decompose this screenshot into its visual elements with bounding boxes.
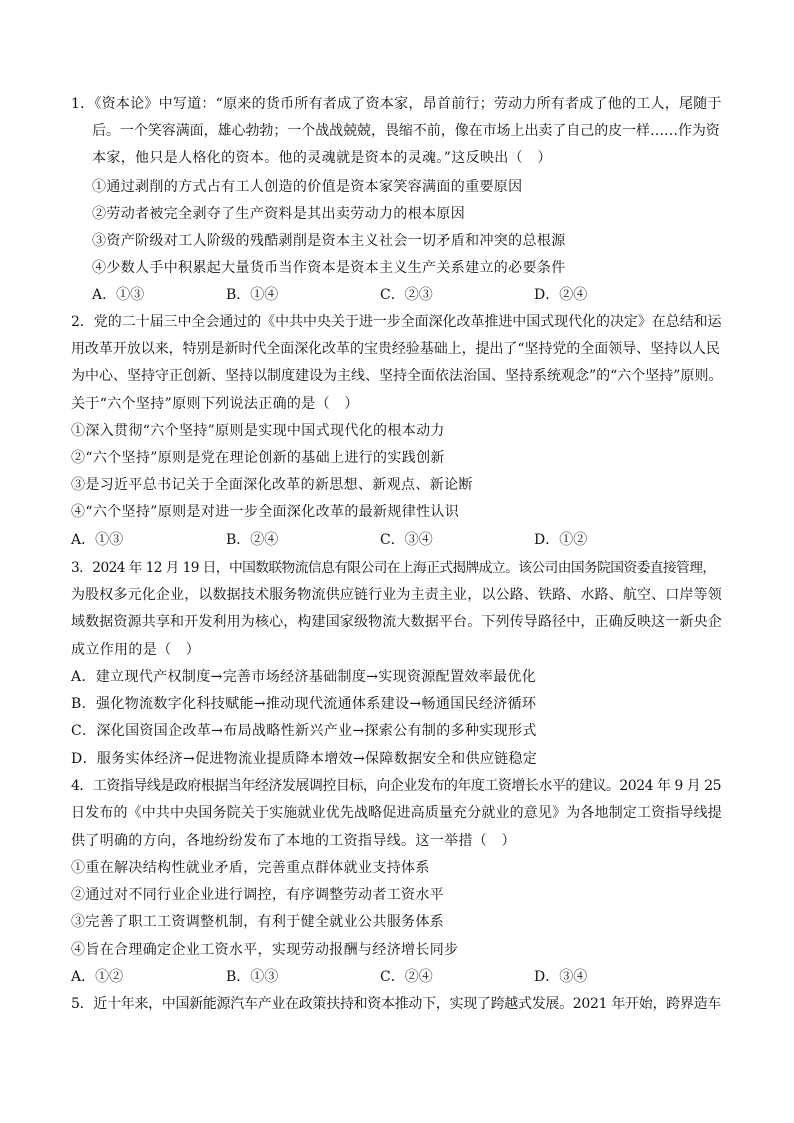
- q4-option-a: A．①②: [71, 969, 124, 985]
- q4-statement-1: ①重在解决结构性就业矛盾，完善重点群体就业支持体系: [71, 860, 430, 876]
- q1-statement-4: ④少数人手中积累起大量货币当作资本是资本主义生产关系建立的必要条件: [92, 260, 566, 276]
- q4-statement-2: ②通过对不同行业企业进行调控，有序调整劳动者工资水平: [71, 887, 445, 903]
- q1-statement-1: ①通过剥削的方式占有工人创造的价值是资本家笑容满面的重要原因: [92, 179, 523, 195]
- q2-option-c: C．③④: [380, 532, 433, 548]
- q1-stem-line-2: 后。一个笑容满面，雄心勃勃；一个战战兢兢，畏缩不前，像在市场上出卖了自己的皮一样……作为资: [92, 123, 720, 139]
- q2-stem-line-4: 关于“六个坚持”原则下列说法正确的是（ ）: [71, 396, 359, 412]
- q2-statement-3: ③是习近平总书记关于全面深化改革的新思想、新观点、新论断: [71, 477, 473, 493]
- q4-option-d: D．③④: [534, 969, 588, 985]
- q2-stem-line-2: 用改革开放以来，特别是新时代全面深化改革的宝贵经验基础上，提出了“坚持党的全面领导、坚持以人民: [71, 341, 720, 357]
- q3-option-b: B．强化物流数字化科技赋能→推动现代流通体系建设→畅通国民经济循环: [71, 696, 537, 712]
- q1-statement-3: ③资产阶级对工人阶级的残酷剥削是资本主义社会一切矛盾和冲突的总根源: [92, 233, 566, 249]
- q3-option-c: C．深化国资国企改革→布局战略性新兴产业→探索公有制的多种实现形式: [71, 723, 537, 739]
- q1-option-a: A．①③: [92, 287, 145, 303]
- q3-option-a: A．建立现代产权制度→完善市场经济基础制度→实现资源配置效率最优化: [71, 669, 537, 685]
- q1-stem-line-1: 1．《资本论》中写道：“原来的货币所有者成了资本家，昂首前行；劳动力所有者成了他的工人，尾随于: [71, 96, 722, 112]
- q1-option-b: B．①④: [226, 287, 279, 303]
- q4-statement-3: ③完善了职工工资调整机制，有利于健全就业公共服务体系: [71, 914, 445, 930]
- q4-stem-line-1: 4．工资指导线是政府根据当年经济发展调控目标，向企业发布的年度工资增长水平的建议。2024 年 9 月 25: [71, 778, 722, 794]
- q4-stem-line-3: 供了明确的方向，各地纷纷发布了本地的工资指导线。这一举措（ ）: [71, 833, 516, 849]
- q2-option-d: D．①②: [534, 532, 588, 548]
- q3-option-d: D．服务实体经济→促进物流业提质降本增效→保障数据安全和供应链稳定: [71, 751, 538, 767]
- q3-stem-line-3: 域数据资源共享和开发利用为核心，构建国家级物流大数据平台。下列传导路径中，正确反映这一新央企: [71, 614, 722, 630]
- q1-stem-line-3: 本家，他只是人格化的资本。他的灵魂就是资本的灵魂。”这反映出（ ）: [92, 150, 552, 166]
- q2-statement-1: ①深入贯彻“六个坚持”原则是实现中国式现代化的根本动力: [71, 423, 445, 439]
- q2-option-b: B．②④: [226, 532, 279, 548]
- q4-option-b: B．①③: [226, 969, 279, 985]
- q3-stem-line-4: 成立作用的是（ ）: [71, 642, 201, 658]
- q1-option-d: D．②④: [534, 287, 588, 303]
- q2-statement-4: ④“六个坚持”原则是对进一步全面深化改革的最新规律性认识: [71, 504, 460, 520]
- q4-statement-4: ④旨在合理确定企业工资水平，实现劳动报酬与经济增长同步: [71, 942, 459, 958]
- q2-stem-line-1: 2．党的二十届三中全会通过的《中共中央关于进一步全面深化改革推进中国式现代化的决定》在总结和运: [71, 314, 722, 330]
- q2-stem-line-3: 为中心、坚持守正创新、坚持以制度建设为主线、坚持全面依法治国、坚持系统观念”的“六个坚持”原则。: [71, 368, 723, 384]
- q4-stem-line-2: 日发布的《中共中央国务院关于实施就业优先战略促进高质量充分就业的意见》为各地制定工资指导线提: [71, 805, 722, 821]
- q1-option-c: C．②③: [380, 287, 433, 303]
- q5-stem-line-1: 5．近十年来，中国新能源汽车产业在政策扶持和资本推动下，实现了跨越式发展。2021 年开始，跨界造车: [71, 996, 721, 1012]
- q1-statement-2: ②劳动者被完全剥夺了生产资料是其出卖劳动力的根本原因: [92, 206, 466, 222]
- q3-stem-line-2: 为股权多元化企业，以数据技术服务物流供应链行业为主责主业，以公路、铁路、水路、航空、口岸等领: [71, 587, 722, 603]
- q2-statement-2: ②“六个坚持”原则是党在理论创新的基础上进行的实践创新: [71, 450, 445, 466]
- q3-stem-line-1: 3．2024 年 12 月 19 日，中国数联物流信息有限公司在上海正式揭牌成立。该公司由国务院国资委直接管理，: [71, 560, 716, 576]
- q4-option-c: C．②④: [380, 969, 433, 985]
- q2-option-a: A．①③: [71, 532, 124, 548]
